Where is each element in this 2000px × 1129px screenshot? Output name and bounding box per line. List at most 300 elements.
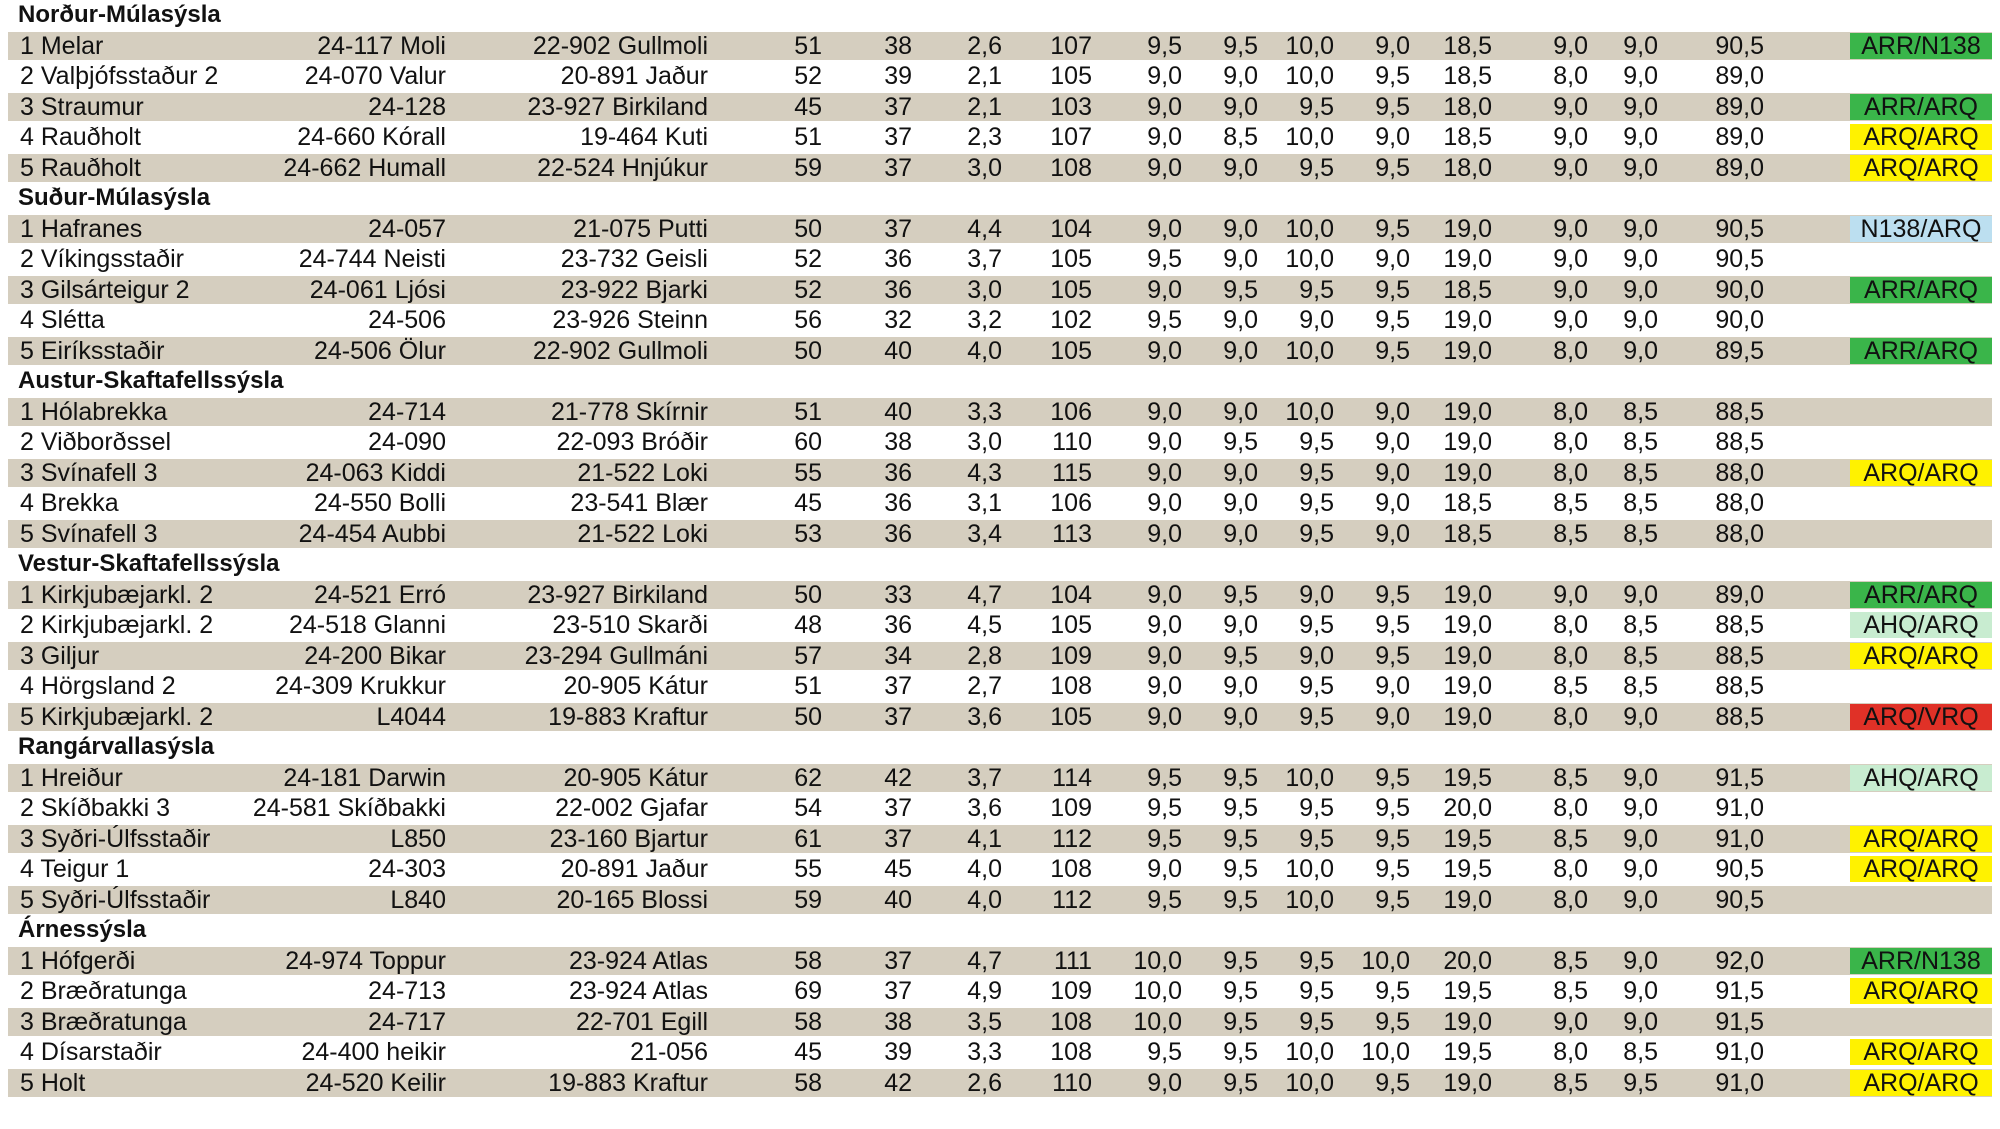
value-total: 88,5: [1715, 641, 1764, 670]
ram-id: L840: [390, 885, 446, 914]
value-total: 92,0: [1715, 946, 1764, 975]
value-4: 111: [1053, 946, 1092, 975]
value-5: 9,0: [1147, 489, 1182, 517]
value-total: 91,5: [1715, 763, 1764, 792]
table-row: [8, 427, 1992, 458]
value-11: 8,5: [1623, 428, 1658, 456]
table-row: [8, 61, 1992, 92]
value-5: 9,5: [1147, 885, 1182, 914]
value-3: 3,6: [967, 702, 1002, 731]
value-4: 105: [1050, 245, 1092, 273]
section-heading: Rangárvallasýsla: [18, 733, 215, 760]
value-5: 9,0: [1147, 428, 1182, 456]
ram-id: 24-400 heikir: [301, 1038, 446, 1066]
value-10: 9,0: [1553, 153, 1588, 182]
value-11: 9,0: [1623, 153, 1658, 182]
value-8: 10,0: [1361, 1038, 1410, 1066]
section-heading: Árnessýsla: [18, 916, 147, 943]
value-5: 10,0: [1133, 977, 1182, 1005]
value-2: 37: [884, 702, 912, 731]
value-total: 90,5: [1715, 31, 1764, 60]
value-3: 3,6: [967, 794, 1002, 822]
value-total: 88,0: [1715, 519, 1764, 548]
value-9: 19,0: [1443, 306, 1492, 334]
ram-id: 24-506 Ölur: [313, 336, 446, 365]
value-total: 89,0: [1715, 153, 1764, 182]
value-4: 106: [1050, 489, 1092, 517]
ram-id: 24-309 Krukkur: [275, 672, 446, 700]
value-8: 9,5: [1375, 62, 1410, 90]
farm-name: 2 Bræðratunga: [20, 977, 187, 1005]
value-total: 88,5: [1715, 428, 1764, 456]
value-11: 9,0: [1623, 977, 1658, 1005]
value-10: 8,0: [1553, 611, 1588, 639]
value-8: 9,5: [1375, 214, 1410, 243]
farm-name: 2 Víkingsstaðir: [20, 245, 184, 273]
value-11: 9,0: [1623, 123, 1658, 151]
value-8: 9,0: [1375, 489, 1410, 517]
value-5: 9,0: [1147, 397, 1182, 426]
genotype-badge: ARQ/ARQ: [1850, 643, 1992, 669]
value-2: 45: [884, 855, 912, 883]
sire: 23-926 Steinn: [552, 306, 708, 334]
value-10: 8,0: [1553, 1038, 1588, 1066]
sire: 21-522 Loki: [577, 458, 708, 487]
value-5: 9,5: [1147, 794, 1182, 822]
section-heading: Suður-Múlasýsla: [18, 184, 211, 211]
value-8: 9,5: [1375, 1007, 1410, 1036]
value-total: 91,0: [1715, 824, 1764, 853]
value-4: 113: [1052, 519, 1092, 548]
value-3: 3,3: [967, 1038, 1002, 1066]
sire: 20-891 Jaður: [560, 62, 708, 90]
value-11: 9,0: [1623, 794, 1658, 822]
section-heading: Austur-Skaftafellssýsla: [18, 367, 284, 394]
genotype-badge: ARQ/ARQ: [1850, 856, 1992, 882]
value-6: 9,0: [1223, 458, 1258, 487]
table-row: [8, 275, 1992, 306]
genotype-badge: ARQ/ARQ: [1850, 124, 1992, 150]
ram-id: 24-061 Ljósi: [309, 275, 446, 304]
farm-name: 3 Straumur: [20, 92, 144, 121]
value-6: 9,5: [1223, 428, 1258, 456]
value-7: 9,0: [1299, 641, 1334, 670]
value-total: 88,5: [1715, 672, 1764, 700]
value-1: 45: [794, 489, 822, 517]
value-1: 57: [794, 641, 822, 670]
value-10: 8,0: [1553, 428, 1588, 456]
value-6: 9,5: [1223, 794, 1258, 822]
value-11: 9,0: [1623, 885, 1658, 914]
table-row: [8, 1007, 1992, 1038]
table-row: [8, 519, 1992, 550]
sire: 21-778 Skírnir: [550, 397, 708, 426]
value-6: 9,5: [1223, 641, 1258, 670]
table-row: [8, 244, 1992, 275]
table-row: [8, 305, 1992, 336]
value-9: 19,0: [1443, 885, 1492, 914]
table-row: [8, 153, 1992, 184]
value-9: 18,5: [1443, 123, 1492, 151]
value-7: 9,5: [1299, 1007, 1334, 1036]
farm-name: 2 Skíðbakki 3: [20, 794, 171, 822]
value-2: 42: [884, 763, 912, 792]
value-total: 89,0: [1715, 123, 1764, 151]
value-10: 8,5: [1553, 824, 1588, 853]
genotype-badge: AHQ/ARQ: [1850, 765, 1992, 791]
value-7: 9,5: [1299, 672, 1334, 700]
value-4: 106: [1050, 397, 1092, 426]
value-3: 2,3: [967, 123, 1002, 151]
value-3: 3,1: [967, 489, 1002, 517]
value-10: 8,5: [1553, 977, 1588, 1005]
value-11: 9,0: [1623, 824, 1658, 853]
value-2: 37: [884, 794, 912, 822]
value-6: 9,0: [1223, 519, 1258, 548]
value-6: 9,5: [1223, 855, 1258, 883]
value-10: 8,0: [1553, 794, 1588, 822]
value-8: 9,0: [1375, 31, 1410, 60]
value-8: 9,5: [1375, 885, 1410, 914]
value-10: 9,0: [1553, 275, 1588, 304]
value-8: 9,5: [1375, 306, 1410, 334]
value-11: 8,5: [1623, 672, 1658, 700]
value-5: 9,5: [1147, 31, 1182, 60]
value-6: 9,0: [1223, 336, 1258, 365]
value-total: 91,0: [1715, 794, 1764, 822]
sire: 22-524 Hnjúkur: [537, 153, 708, 182]
value-3: 4,7: [967, 946, 1002, 975]
value-3: 4,4: [967, 214, 1002, 243]
value-3: 3,4: [967, 519, 1002, 548]
genotype-badge: ARR/ARQ: [1850, 582, 1992, 608]
value-8: 9,5: [1375, 580, 1410, 609]
value-1: 53: [794, 519, 822, 548]
farm-name: 1 Hólabrekka: [20, 397, 168, 426]
farm-name: 2 Viðborðssel: [20, 428, 172, 456]
value-8: 9,0: [1375, 519, 1410, 548]
value-4: 114: [1052, 763, 1092, 792]
table-row: [8, 336, 1992, 367]
value-2: 40: [884, 885, 912, 914]
sire: 23-927 Birkiland: [527, 580, 708, 609]
value-10: 8,0: [1553, 855, 1588, 883]
table-row: [8, 397, 1992, 428]
value-total: 88,5: [1715, 702, 1764, 731]
ram-id: 24-181 Darwin: [283, 763, 446, 792]
ram-id: 24-200 Bikar: [304, 641, 446, 670]
table-row: [8, 976, 1992, 1007]
value-4: 107: [1050, 31, 1092, 60]
value-7: 9,5: [1299, 275, 1334, 304]
value-total: 89,5: [1715, 336, 1764, 365]
value-7: 9,5: [1299, 92, 1334, 121]
value-2: 37: [884, 946, 912, 975]
value-4: 109: [1050, 641, 1092, 670]
value-10: 8,0: [1553, 702, 1588, 731]
value-total: 91,0: [1715, 1038, 1764, 1066]
value-5: 9,5: [1147, 763, 1182, 792]
section-heading: Vestur-Skaftafellssýsla: [18, 550, 280, 577]
value-11: 9,0: [1623, 306, 1658, 334]
value-9: 18,5: [1443, 31, 1492, 60]
value-3: 4,0: [967, 885, 1002, 914]
value-total: 90,5: [1715, 855, 1764, 883]
value-11: 8,5: [1623, 611, 1658, 639]
value-10: 8,0: [1553, 336, 1588, 365]
value-5: 10,0: [1133, 946, 1182, 975]
value-2: 37: [884, 977, 912, 1005]
value-4: 110: [1052, 428, 1092, 456]
sire: 20-905 Kátur: [563, 763, 708, 792]
farm-name: 5 Rauðholt: [20, 153, 141, 182]
value-4: 110: [1052, 1068, 1092, 1097]
genotype-badge: ARQ/ARQ: [1850, 978, 1992, 1004]
value-total: 88,5: [1715, 397, 1764, 426]
value-10: 8,0: [1553, 62, 1588, 90]
value-6: 9,0: [1223, 672, 1258, 700]
value-11: 9,0: [1623, 855, 1658, 883]
value-2: 34: [884, 641, 912, 670]
value-4: 109: [1050, 794, 1092, 822]
value-total: 88,0: [1715, 458, 1764, 487]
table-row: [8, 824, 1992, 855]
value-7: 9,5: [1299, 519, 1334, 548]
value-1: 59: [794, 153, 822, 182]
value-10: 8,0: [1553, 885, 1588, 914]
value-9: 19,0: [1443, 336, 1492, 365]
value-5: 9,0: [1147, 62, 1182, 90]
value-1: 55: [794, 855, 822, 883]
value-1: 48: [794, 611, 822, 639]
value-11: 9,5: [1623, 1068, 1658, 1097]
ram-id: 24-518 Glanni: [288, 611, 446, 639]
value-10: 9,0: [1553, 1007, 1588, 1036]
value-6: 8,5: [1223, 123, 1258, 151]
sire: 23-160 Bjartur: [549, 824, 708, 853]
value-5: 9,0: [1147, 153, 1182, 182]
farm-name: 3 Gilsárteigur 2: [20, 275, 190, 304]
value-1: 56: [794, 306, 822, 334]
farm-name: 1 Hófgerði: [20, 946, 136, 975]
value-4: 112: [1052, 824, 1092, 853]
ram-ranking-table: [8, 0, 1992, 1098]
value-5: 9,0: [1147, 214, 1182, 243]
value-6: 9,5: [1223, 1007, 1258, 1036]
value-11: 9,0: [1623, 245, 1658, 273]
value-1: 51: [794, 397, 822, 426]
value-11: 8,5: [1623, 641, 1658, 670]
value-2: 40: [884, 397, 912, 426]
farm-name: 4 Teigur 1: [20, 855, 130, 883]
value-1: 50: [794, 214, 822, 243]
table-row: [8, 31, 1992, 62]
value-2: 36: [884, 519, 912, 548]
value-10: 8,0: [1553, 641, 1588, 670]
value-4: 108: [1050, 153, 1092, 182]
value-4: 115: [1052, 458, 1092, 487]
value-4: 104: [1050, 214, 1092, 243]
value-8: 9,0: [1375, 672, 1410, 700]
value-4: 105: [1050, 702, 1092, 731]
value-5: 9,0: [1147, 580, 1182, 609]
sire: 23-924 Atlas: [569, 977, 708, 1005]
sire: 19-464 Kuti: [580, 123, 708, 151]
value-8: 9,5: [1375, 641, 1410, 670]
table-row: [8, 702, 1992, 733]
value-1: 59: [794, 885, 822, 914]
value-total: 89,0: [1715, 92, 1764, 121]
value-4: 105: [1050, 611, 1092, 639]
value-1: 52: [794, 275, 822, 304]
ram-id: 24-550 Bolli: [313, 489, 446, 517]
value-4: 105: [1050, 275, 1092, 304]
value-8: 9,5: [1375, 611, 1410, 639]
value-5: 9,0: [1147, 855, 1182, 883]
sire: 23-927 Birkiland: [527, 92, 708, 121]
value-10: 9,0: [1553, 92, 1588, 121]
value-2: 38: [884, 31, 912, 60]
sire: 23-924 Atlas: [569, 946, 708, 975]
value-total: 90,0: [1715, 275, 1764, 304]
value-3: 3,0: [967, 275, 1002, 304]
value-10: 8,0: [1553, 458, 1588, 487]
value-4: 105: [1050, 336, 1092, 365]
ram-id: 24-506: [368, 306, 446, 334]
value-4: 112: [1052, 885, 1092, 914]
value-total: 91,5: [1715, 1007, 1764, 1036]
farm-name: 3 Svínafell 3: [20, 458, 158, 487]
value-7: 10,0: [1285, 336, 1334, 365]
value-2: 36: [884, 458, 912, 487]
value-1: 45: [794, 1038, 822, 1066]
value-9: 19,0: [1443, 641, 1492, 670]
ram-id: 24-713: [368, 977, 446, 1005]
table-row: [8, 946, 1992, 977]
value-9: 19,0: [1443, 428, 1492, 456]
value-11: 8,5: [1623, 489, 1658, 517]
value-3: 4,0: [967, 336, 1002, 365]
value-4: 107: [1050, 123, 1092, 151]
ram-id: 24-090: [368, 428, 446, 456]
genotype-badge: AHQ/ARQ: [1850, 612, 1992, 638]
sire: 22-902 Gullmoli: [532, 336, 708, 365]
value-6: 9,5: [1223, 31, 1258, 60]
value-11: 9,0: [1623, 62, 1658, 90]
value-4: 108: [1050, 672, 1092, 700]
value-5: 9,0: [1147, 611, 1182, 639]
value-6: 9,0: [1223, 611, 1258, 639]
ram-id: 24-128: [368, 92, 446, 121]
table-row: [8, 488, 1992, 519]
value-9: 19,0: [1443, 1007, 1492, 1036]
value-4: 108: [1050, 1038, 1092, 1066]
value-9: 19,0: [1443, 702, 1492, 731]
value-7: 9,5: [1299, 702, 1334, 731]
farm-name: 5 Syðri-Úlfsstaðir: [20, 885, 211, 914]
value-8: 9,0: [1375, 397, 1410, 426]
genotype-badge: ARR/ARQ: [1850, 277, 1992, 303]
value-8: 9,5: [1375, 824, 1410, 853]
value-7: 10,0: [1285, 214, 1334, 243]
value-4: 102: [1050, 306, 1092, 334]
value-10: 9,0: [1553, 214, 1588, 243]
ram-id: L850: [390, 824, 446, 853]
value-6: 9,5: [1223, 824, 1258, 853]
value-2: 40: [884, 336, 912, 365]
genotype-badge: ARQ/VRQ: [1850, 704, 1992, 730]
value-3: 4,1: [967, 824, 1002, 853]
table-row: [8, 1068, 1992, 1099]
value-9: 19,0: [1443, 214, 1492, 243]
value-6: 9,0: [1223, 489, 1258, 517]
value-7: 10,0: [1285, 885, 1334, 914]
value-9: 19,5: [1443, 824, 1492, 853]
value-7: 10,0: [1285, 1038, 1334, 1066]
value-4: 104: [1050, 580, 1092, 609]
value-9: 18,5: [1443, 62, 1492, 90]
ram-id: 24-057: [368, 214, 446, 243]
value-2: 38: [884, 1007, 912, 1036]
farm-name: 1 Kirkjubæjarkl. 2: [20, 580, 214, 609]
ram-id: 24-454 Aubbi: [298, 519, 446, 548]
value-11: 9,0: [1623, 214, 1658, 243]
table-row: [8, 671, 1992, 702]
ram-id: 24-662 Humall: [283, 153, 446, 182]
farm-name: 4 Dísarstaðir: [20, 1038, 162, 1066]
ram-id: 24-660 Kórall: [297, 123, 446, 151]
value-1: 61: [794, 824, 822, 853]
value-9: 18,0: [1443, 92, 1492, 121]
value-2: 42: [884, 1068, 912, 1097]
value-4: 108: [1050, 855, 1092, 883]
value-1: 51: [794, 672, 822, 700]
value-3: 3,3: [967, 397, 1002, 426]
genotype-badge: ARQ/ARQ: [1850, 155, 1992, 181]
value-1: 55: [794, 458, 822, 487]
value-9: 19,5: [1443, 855, 1492, 883]
value-4: 103: [1050, 92, 1092, 121]
value-7: 9,5: [1299, 458, 1334, 487]
value-7: 9,5: [1299, 946, 1334, 975]
value-total: 91,0: [1715, 1068, 1764, 1097]
value-9: 19,0: [1443, 245, 1492, 273]
value-9: 19,0: [1443, 611, 1492, 639]
sire: 20-165 Blossi: [556, 885, 708, 914]
value-5: 9,0: [1147, 1068, 1182, 1097]
value-2: 39: [884, 62, 912, 90]
genotype-badge: ARQ/ARQ: [1850, 460, 1992, 486]
value-9: 18,5: [1443, 275, 1492, 304]
ram-id: 24-520 Keilir: [305, 1068, 446, 1097]
value-10: 8,5: [1553, 1068, 1588, 1097]
value-9: 20,0: [1443, 794, 1492, 822]
sire: 23-541 Blær: [570, 489, 708, 517]
value-6: 9,5: [1223, 885, 1258, 914]
value-9: 19,0: [1443, 458, 1492, 487]
value-3: 4,3: [967, 458, 1002, 487]
value-1: 52: [794, 62, 822, 90]
value-1: 58: [794, 946, 822, 975]
value-11: 8,5: [1623, 397, 1658, 426]
sire: 21-075 Putti: [573, 214, 708, 243]
value-7: 10,0: [1285, 123, 1334, 151]
ram-id: 24-717: [368, 1007, 446, 1036]
value-8: 9,0: [1375, 702, 1410, 731]
value-total: 89,0: [1715, 62, 1764, 90]
farm-name: 5 Holt: [20, 1068, 86, 1097]
farm-name: 2 Valþjófsstaður 2: [20, 62, 219, 90]
